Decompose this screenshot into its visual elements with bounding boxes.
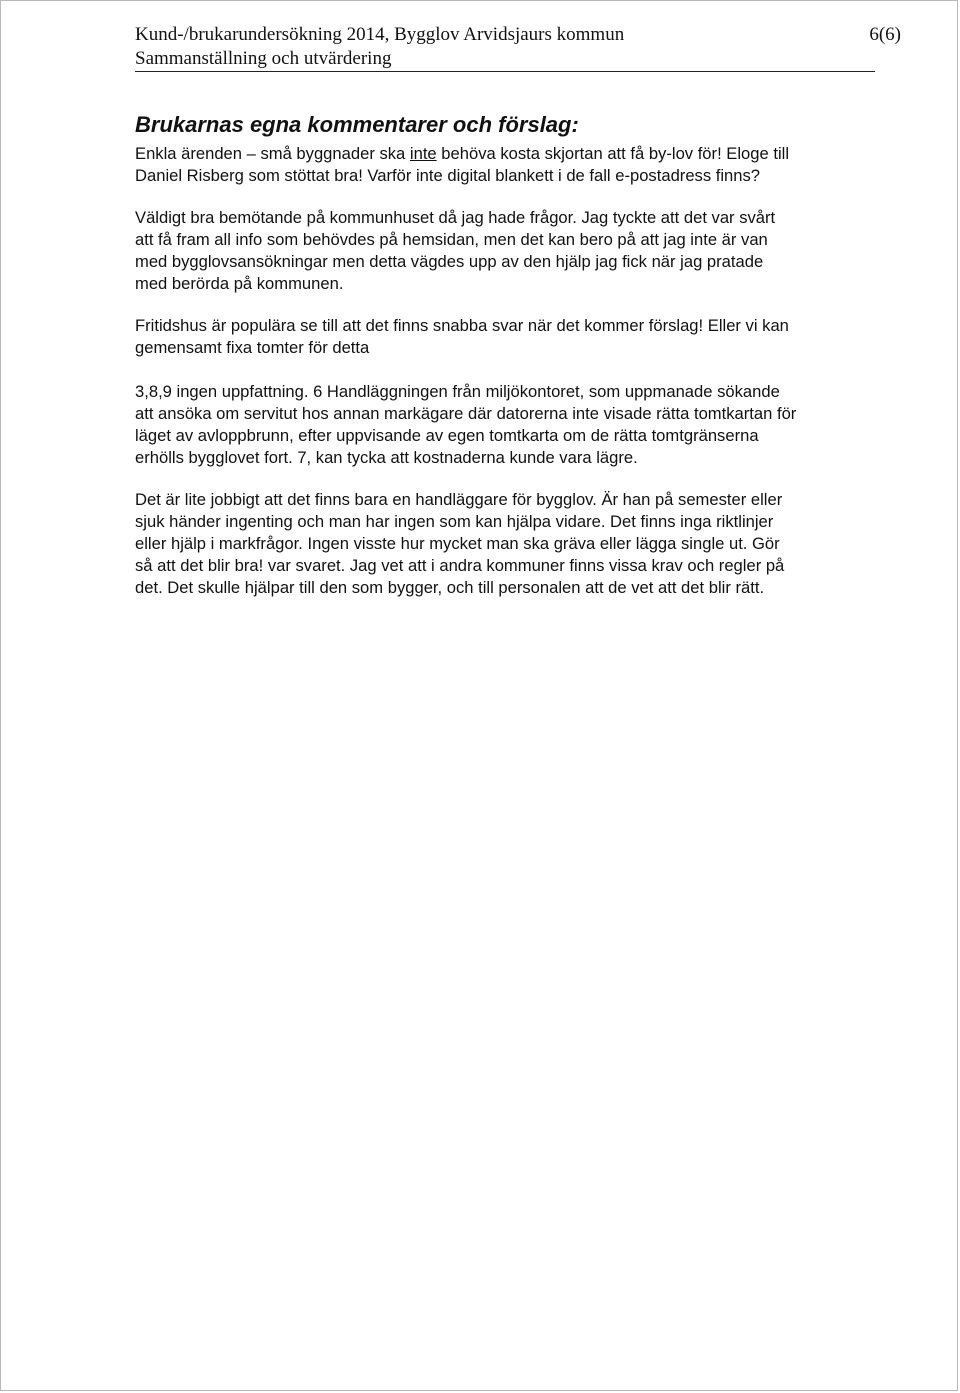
section-heading: Brukarnas egna kommentarer och förslag:: [135, 112, 579, 137]
text-segment: Enkla ärenden – små byggnader ska: [135, 144, 410, 163]
text-line: sjuk händer ingenting och man har ingen som kan hjälpa vidare. Det finns inga riktlinjer: [135, 512, 774, 531]
text-line: erhölls bygglovet fort. 7, kan tycka att kostnaderna kunde vara lägre.: [135, 448, 638, 467]
page-number: 6(6): [869, 24, 901, 45]
text-line: läget av avloppbrunn, efter uppvisande av egen tomtkarta om de rätta tomtgränserna: [135, 426, 759, 445]
text-line: gemensamt fixa tomter för detta: [135, 338, 370, 357]
text-line: med bygglovsansökningar men detta vägdes upp av den hjälp jag fick när jag pratade: [135, 252, 764, 271]
comment-paragraph-5: [135, 489, 905, 599]
header-title-row: [135, 23, 901, 47]
text-line: Fritidshus är populära se till att det finns snabba svar när det kommer förslag! Eller vi kan: [135, 316, 789, 335]
header-subtitle: Sammanställning och utvärdering: [135, 48, 392, 69]
text-line: att ansöka om servitut hos annan markägare där datorerna inte visade rätta tomtkartan för: [135, 404, 797, 423]
page-header: [135, 23, 901, 71]
text-line: eller hjälp i markfrågor. Ingen visste hur mycket man ska gräva eller lägga single ut. Gör: [135, 534, 780, 553]
page-content: [135, 111, 905, 599]
text-line: med berörda på kommunen.: [135, 274, 344, 293]
text-line: det. Det skulle hjälpar till den som bygger, och till personalen att de vet att det blir rätt.: [135, 578, 765, 597]
text-line: Väldigt bra bemötande på kommunhuset då jag hade frågor. Jag tyckte att det var svårt: [135, 208, 776, 227]
text-line: Det är lite jobbigt att det finns bara en handläggare för bygglov. Är han på semester eller: [135, 490, 783, 509]
text-line: Daniel Risberg som stöttat bra! Varför inte digital blankett i de fall e-postadress finns?: [135, 166, 761, 185]
text-line: att få fram all info som behövdes på hemsidan, men det kan bero på att jag inte är van: [135, 230, 768, 249]
text-line: [135, 143, 905, 165]
text-line: 3,8,9 ingen uppfattning. 6 Handläggningen från miljökontoret, som uppmanade sökande: [135, 382, 780, 401]
header-title: Kund-/brukarundersökning 2014, Bygglov Arvidsjaurs kommun: [135, 24, 625, 45]
text-segment: behöva kosta skjortan att få by-lov för! Eloge till: [436, 144, 790, 163]
header-divider: [135, 71, 875, 72]
header-subtitle-row: [135, 47, 875, 71]
text-line: så att det blir bra! var svaret. Jag vet att i andra kommuner finns vissa krav och regler på: [135, 556, 785, 575]
comment-paragraph-3: [135, 315, 905, 359]
comment-paragraph-4: [135, 381, 905, 469]
comment-paragraph-2: [135, 207, 905, 295]
comment-paragraph-1: [135, 143, 905, 187]
underlined-word: inte: [409, 144, 437, 163]
